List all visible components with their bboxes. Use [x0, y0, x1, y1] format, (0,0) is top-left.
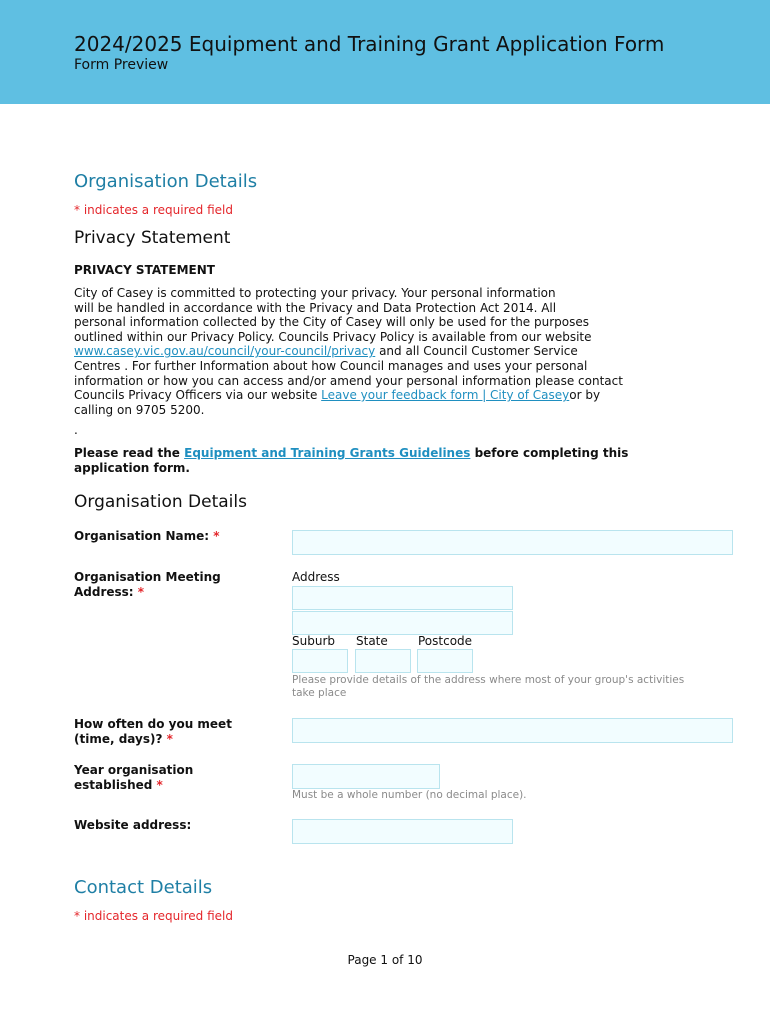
meeting-address-label: Organisation Meeting Address: *	[74, 570, 221, 599]
state-label: State	[356, 634, 388, 648]
postcode-label: Postcode	[418, 634, 473, 648]
organisation-name-input[interactable]	[292, 530, 733, 555]
form-subtitle: Form Preview	[74, 57, 169, 73]
guidelines-note: Please read the Equipment and Training Grants Guidelines before completing this application form.	[74, 446, 629, 475]
address-line1-input[interactable]	[292, 586, 513, 610]
meeting-frequency-label: How often do you meet (time, days)? *	[74, 717, 232, 746]
suburb-input[interactable]	[292, 649, 348, 673]
form-title: 2024/2025 Equipment and Training Grant Application Form	[74, 32, 665, 56]
feedback-form-link[interactable]: Leave your feedback form | City of Casey	[321, 388, 570, 403]
state-input[interactable]	[355, 649, 411, 673]
privacy-statement-title: PRIVACY STATEMENT	[74, 263, 215, 277]
suburb-label: Suburb	[292, 634, 335, 648]
section-heading-organisation: Organisation Details	[74, 171, 258, 192]
privacy-statement-text: City of Casey is committed to protecting your privacy. Your personal information will be handled in accordance with the Privacy and Data Protection Act 2014. All personal information collected by the City of Casey will only be used for the purposes outlined within our Privacy Policy. Councils Privacy Policy is available from our website www.casey.vic.gov.au/council/your-council/privacy and all Council Customer Service Centres . For further Information about how Council manages and uses your personal information or how you can access and/or amend your personal information please contact Councils Privacy Officers via our website Leave your feedback form | City of Caseyor by calling on 9705 5200.	[74, 286, 623, 417]
address-line2-input[interactable]	[292, 611, 513, 635]
privacy-policy-link[interactable]: www.casey.vic.gov.au/council/your-council/privacy	[74, 344, 376, 359]
meeting-frequency-input[interactable]	[292, 718, 733, 743]
guidelines-link[interactable]: Equipment and Training Grants Guidelines	[184, 446, 471, 460]
required-field-note: * indicates a required field	[74, 203, 233, 217]
section-heading-contact: Contact Details	[74, 877, 213, 898]
separator-dot: .	[74, 423, 78, 437]
address-hint: Please provide details of the address where most of your group's activities take place	[292, 674, 685, 699]
postcode-input[interactable]	[417, 649, 473, 673]
page-number: Page 1 of 10	[347, 953, 423, 967]
address-sublabel: Address	[292, 570, 340, 584]
year-established-hint: Must be a whole number (no decimal place).	[292, 789, 527, 801]
website-address-input[interactable]	[292, 819, 513, 844]
website-address-label: Website address:	[74, 818, 192, 832]
privacy-heading: Privacy Statement	[74, 228, 231, 248]
header-banner	[0, 0, 770, 104]
contact-required-note: * indicates a required field	[74, 909, 233, 923]
organisation-name-label: Organisation Name: *	[74, 529, 220, 543]
organisation-details-subheading: Organisation Details	[74, 492, 247, 512]
year-established-label: Year organisation established *	[74, 763, 194, 792]
year-established-input[interactable]	[292, 764, 440, 789]
